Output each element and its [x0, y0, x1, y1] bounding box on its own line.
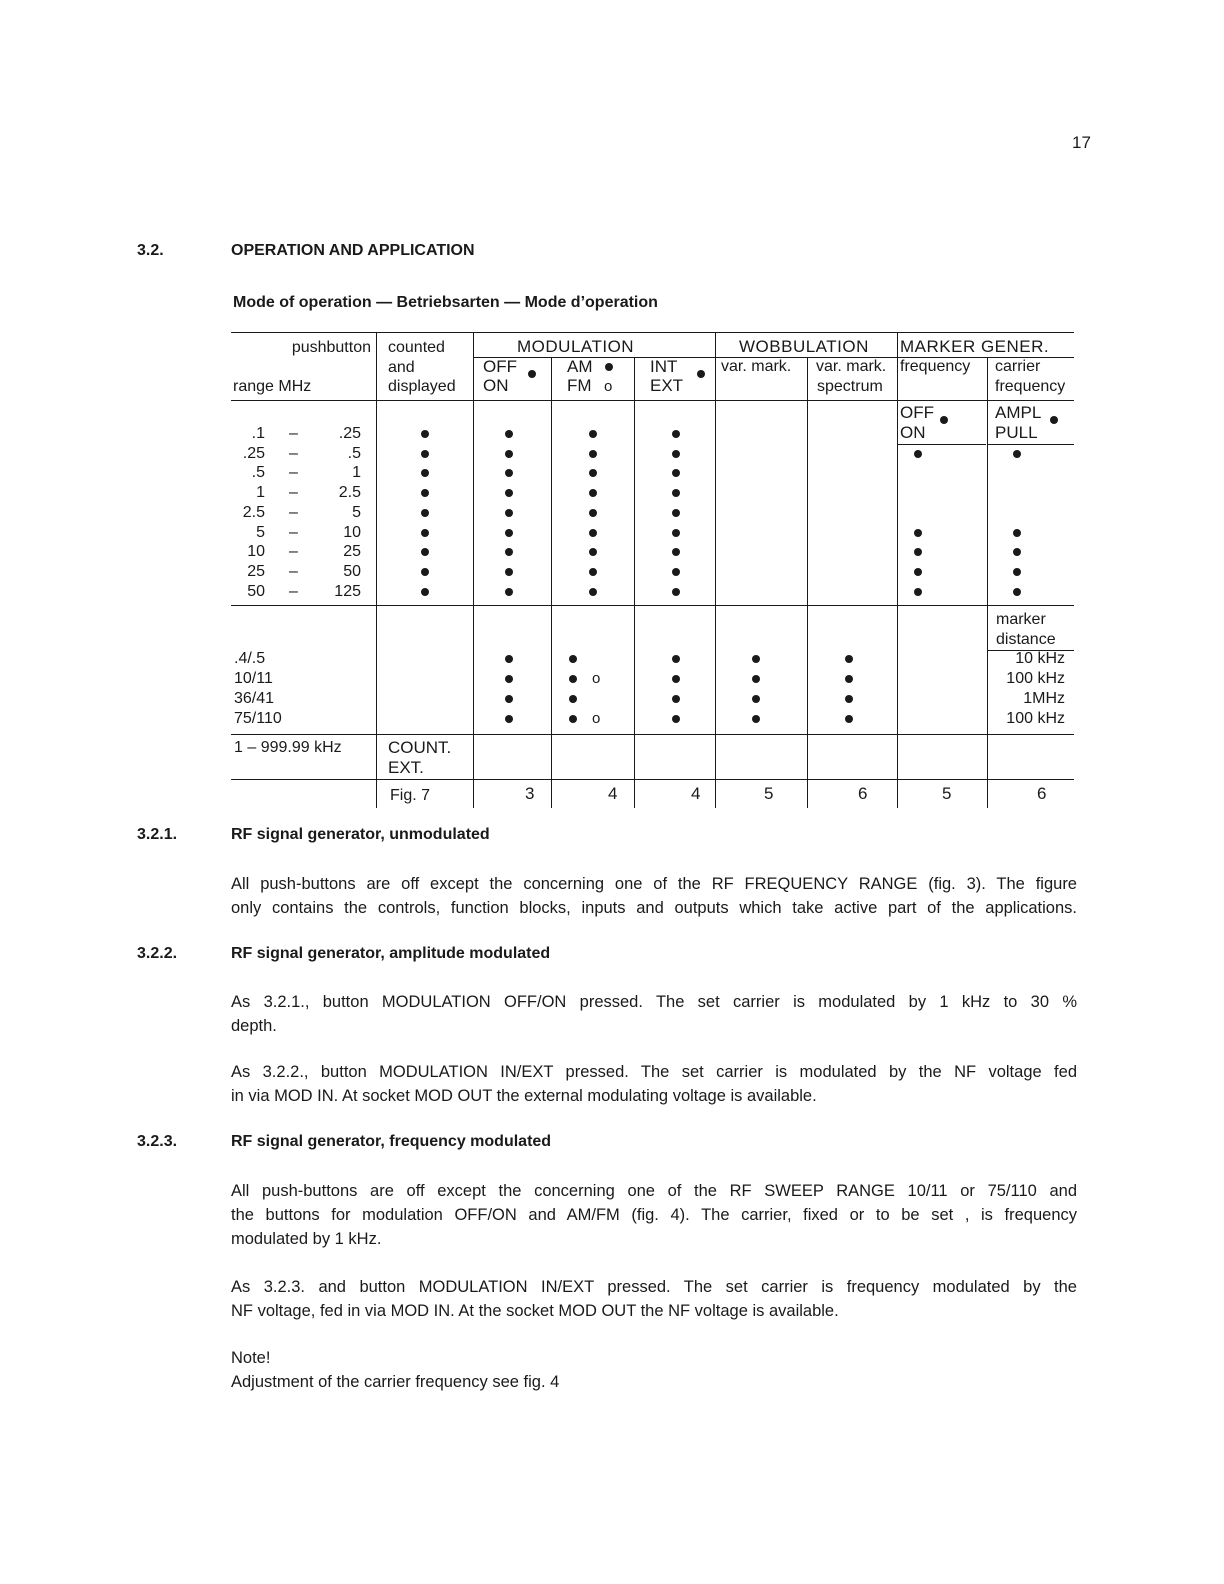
- sweep-range: .4/.5: [234, 650, 266, 667]
- table-col-rule: [376, 332, 377, 808]
- text-line: in via MOD IN. At socket MOD OUT the external modulating voltage is available.: [231, 1087, 817, 1105]
- sweep-dot: [845, 675, 853, 683]
- mode-dot: [672, 430, 680, 438]
- hdr-and: and: [388, 359, 415, 376]
- range-dash: –: [289, 562, 298, 580]
- marker-distance-value: 100 kHz: [1006, 710, 1065, 727]
- mode-dot: [505, 568, 513, 576]
- text-line: As 3.2.1., button MODULATION OFF/ON pressed. The set carrier is modulated by 1 kHz to 30 %: [231, 993, 1077, 1011]
- sub-off-dot: [940, 416, 948, 424]
- subsection-number-321: 3.2.1.: [137, 826, 178, 843]
- marker-dot: [1013, 588, 1021, 596]
- mode-dot: [672, 450, 680, 458]
- marker-dot: [1013, 548, 1021, 556]
- text-line: As 3.2.2., button MODULATION IN/EXT pressed. The set carrier is modulated by the NF voltage fed: [231, 1063, 1077, 1081]
- range-from: 2.5: [242, 503, 265, 521]
- range-from: 10: [247, 543, 265, 561]
- text-line: NF voltage, fed in via MOD IN. At the socket MOD OUT the NF voltage is available.: [231, 1302, 839, 1320]
- table-rule-count: [231, 734, 1074, 735]
- hdr-var-mark-2: var. mark.: [816, 358, 887, 375]
- hdr-wobbulation: WOBBULATION: [739, 337, 869, 356]
- marker-distance-value: 1MHz: [1023, 690, 1065, 707]
- marker-dot: [1013, 529, 1021, 537]
- hdr-fm: FM: [567, 376, 592, 395]
- hdr-carrier-frequency: frequency: [995, 378, 1066, 395]
- range-dash: –: [289, 503, 298, 521]
- hdr-pushbutton: pushbutton: [291, 339, 371, 356]
- sweep-dot: [569, 715, 577, 723]
- mode-dot: [505, 430, 513, 438]
- mode-dot: [421, 529, 429, 537]
- range-dash: –: [289, 444, 298, 462]
- mode-dot: [589, 489, 597, 497]
- mode-dot: [672, 469, 680, 477]
- page-number: 17: [1072, 133, 1091, 152]
- mode-dot: [672, 588, 680, 596]
- mode-dot: [505, 469, 513, 477]
- mode-dot: [589, 588, 597, 596]
- sweep-dot: [845, 715, 853, 723]
- range-from: .25: [242, 444, 265, 462]
- text-line: the buttons for modulation OFF/ON and AM/FM (fig. 4). The carrier, fixed or to be set , is frequency: [231, 1206, 1077, 1224]
- mode-dot: [421, 588, 429, 596]
- range-from: 5: [256, 523, 265, 541]
- fig-number: 4: [691, 784, 701, 803]
- range-dash: –: [289, 543, 298, 561]
- fm-ring: o: [592, 710, 601, 727]
- table-rule-subhead-freq: [897, 444, 986, 445]
- hdr-int-dot: [697, 370, 705, 378]
- sweep-dot: [672, 675, 680, 683]
- mode-dot: [589, 509, 597, 517]
- hdr-marker-gener: MARKER GENER.: [900, 337, 1050, 356]
- sweep-dot: [752, 715, 760, 723]
- marker-distance-2: distance: [996, 631, 1056, 648]
- sweep-dot: [505, 695, 513, 703]
- sweep-dot: [569, 695, 577, 703]
- hdr-modulation: MODULATION: [517, 337, 635, 356]
- range-dash: –: [289, 582, 298, 600]
- mode-dot: [421, 489, 429, 497]
- range-from: 50: [247, 582, 265, 600]
- operation-table: [231, 330, 1074, 810]
- range-dash: –: [289, 464, 298, 482]
- sweep-dot: [505, 715, 513, 723]
- paragraph-322-a: [231, 990, 1077, 1038]
- mode-dot: [505, 529, 513, 537]
- sweep-dot: [569, 655, 577, 663]
- mode-dot: [505, 450, 513, 458]
- table-rule-sweep: [231, 605, 1074, 606]
- paragraph-322-b: [231, 1060, 1077, 1108]
- range-from: 1: [256, 484, 265, 502]
- hdr-off-dot: [528, 370, 536, 378]
- mode-dot: [589, 469, 597, 477]
- sweep-dot: [845, 655, 853, 663]
- table-caption: Mode of operation — Betriebsarten — Mode d’operation: [233, 294, 658, 311]
- fig-number: 3: [525, 784, 535, 803]
- marker-distance-value: 100 kHz: [1006, 670, 1065, 687]
- marker-dot: [914, 548, 922, 556]
- count-label-2: EXT.: [388, 758, 424, 777]
- mode-dot: [589, 568, 597, 576]
- hdr-am-dot: [605, 363, 613, 371]
- fig-number: 6: [1037, 784, 1047, 803]
- table-col-rule: [987, 357, 988, 808]
- text-line: depth.: [231, 1017, 277, 1035]
- marker-dot: [914, 529, 922, 537]
- range-to: 125: [334, 582, 361, 600]
- table-col-rule: [551, 357, 552, 808]
- fig-number: 5: [764, 784, 774, 803]
- hdr-on: ON: [483, 376, 509, 395]
- range-to: 50: [343, 562, 361, 580]
- marker-dot: [1013, 568, 1021, 576]
- sweep-dot: [672, 695, 680, 703]
- sub-on: ON: [900, 423, 926, 442]
- range-to: 25: [343, 543, 361, 561]
- mode-dot: [421, 430, 429, 438]
- hdr-var-mark-1: var. mark.: [721, 358, 792, 375]
- section-number: 3.2.: [137, 242, 164, 259]
- sweep-dot: [505, 655, 513, 663]
- marker-dot: [914, 450, 922, 458]
- hdr-range: range MHz: [233, 378, 312, 395]
- mode-dot: [421, 548, 429, 556]
- range-to: 5: [352, 503, 361, 521]
- fig-number: 5: [942, 784, 952, 803]
- range-to: 2.5: [338, 484, 361, 502]
- subsection-title-322: RF signal generator, amplitude modulated: [231, 945, 551, 962]
- note-block: [231, 1346, 1077, 1394]
- mode-dot: [672, 509, 680, 517]
- hdr-off: OFF: [483, 357, 517, 376]
- mode-dot: [672, 489, 680, 497]
- note-text: Adjustment of the carrier frequency see fig. 4: [231, 1373, 560, 1391]
- sweep-dot: [752, 675, 760, 683]
- section-title: OPERATION AND APPLICATION: [231, 242, 475, 259]
- table-rule-header: [231, 400, 1074, 401]
- mode-dot: [589, 529, 597, 537]
- range-from: .1: [251, 425, 265, 442]
- sub-pull: PULL: [995, 423, 1038, 442]
- hdr-displayed: displayed: [388, 378, 456, 395]
- sweep-range: 36/41: [234, 690, 275, 707]
- table-col-rule: [897, 332, 898, 808]
- mode-dot: [505, 489, 513, 497]
- hdr-fm-ring: o: [604, 378, 613, 395]
- mode-dot: [505, 548, 513, 556]
- mode-dot: [672, 529, 680, 537]
- range-from: .5: [251, 464, 265, 482]
- hdr-counted: counted: [388, 339, 445, 356]
- sweep-dot: [845, 695, 853, 703]
- subsection-number-323: 3.2.3.: [137, 1133, 178, 1150]
- mode-dot: [505, 588, 513, 596]
- mode-dot: [421, 568, 429, 576]
- range-to: .25: [338, 425, 361, 442]
- mode-dot: [672, 548, 680, 556]
- mode-dot: [589, 548, 597, 556]
- text-line: As 3.2.3. and button MODULATION IN/EXT pressed. The set carrier is frequency modulated by the: [231, 1278, 1077, 1296]
- range-from: 25: [247, 562, 265, 580]
- subsection-title-321: RF signal generator, unmodulated: [231, 826, 490, 843]
- mode-dot: [672, 568, 680, 576]
- hdr-carrier: carrier: [995, 358, 1041, 375]
- mode-dot: [421, 450, 429, 458]
- text-line: All push-buttons are off except the concerning one of the RF SWEEP RANGE 10/11 or 75/110 and: [231, 1182, 1077, 1200]
- hdr-int: INT: [650, 357, 678, 376]
- note-title: Note!: [231, 1349, 271, 1367]
- paragraph-321: [231, 872, 1077, 920]
- hdr-ext: EXT: [650, 376, 684, 395]
- text-line: modulated by 1 kHz.: [231, 1230, 382, 1248]
- sweep-dot: [672, 715, 680, 723]
- table-rule-top: [231, 332, 1074, 333]
- marker-dot: [914, 568, 922, 576]
- subsection-number-322: 3.2.2.: [137, 945, 178, 962]
- marker-dot: [914, 588, 922, 596]
- range-to: .5: [347, 444, 361, 462]
- table-rule-subhead-carrier: [988, 444, 1074, 445]
- text-line: only contains the controls, function blocks, inputs and outputs which take active part of the applications.: [231, 899, 1077, 917]
- fig-number: 6: [858, 784, 868, 803]
- sweep-dot: [505, 675, 513, 683]
- paragraph-323-a: [231, 1179, 1077, 1251]
- sweep-dot: [672, 655, 680, 663]
- count-label-1: COUNT.: [388, 738, 452, 757]
- sweep-dot: [752, 695, 760, 703]
- sub-ampl: AMPL: [995, 403, 1042, 422]
- hdr-frequency: frequency: [900, 358, 971, 375]
- count-range: 1 – 999.99 kHz: [234, 739, 342, 756]
- table-col-rule: [807, 357, 808, 808]
- marker-distance-1: marker: [996, 611, 1046, 628]
- fig-number: 4: [608, 784, 618, 803]
- table-rule-fig: [231, 779, 1074, 780]
- sweep-range: 75/110: [234, 710, 282, 727]
- paragraph-323-b: [231, 1275, 1077, 1323]
- mode-dot: [589, 450, 597, 458]
- fm-ring: o: [592, 670, 601, 687]
- hdr-am: AM: [567, 357, 593, 376]
- fig-label: Fig. 7: [390, 787, 431, 804]
- range-dash: –: [289, 425, 298, 442]
- mode-dot: [421, 469, 429, 477]
- mode-dot: [421, 509, 429, 517]
- mode-dot: [505, 509, 513, 517]
- range-to: 10: [343, 523, 361, 541]
- subsection-title-323: RF signal generator, frequency modulated: [231, 1133, 552, 1150]
- sweep-range: 10/11: [234, 670, 273, 687]
- range-dash: –: [289, 523, 298, 541]
- range-dash: –: [289, 484, 298, 502]
- mode-dot: [589, 430, 597, 438]
- table-col-rule: [715, 332, 716, 808]
- sweep-dot: [752, 655, 760, 663]
- sub-ampl-dot: [1050, 416, 1058, 424]
- hdr-spectrum: spectrum: [817, 378, 883, 395]
- sweep-dot: [569, 675, 577, 683]
- table-col-rule: [634, 357, 635, 808]
- table-col-rule: [473, 332, 474, 808]
- sub-off: OFF: [900, 403, 934, 422]
- range-to: 1: [352, 464, 361, 482]
- text-line: All push-buttons are off except the concerning one of the RF FREQUENCY RANGE (fig. 3). The figure: [231, 875, 1077, 893]
- marker-dot: [1013, 450, 1021, 458]
- marker-distance-value: 10 kHz: [1015, 650, 1065, 667]
